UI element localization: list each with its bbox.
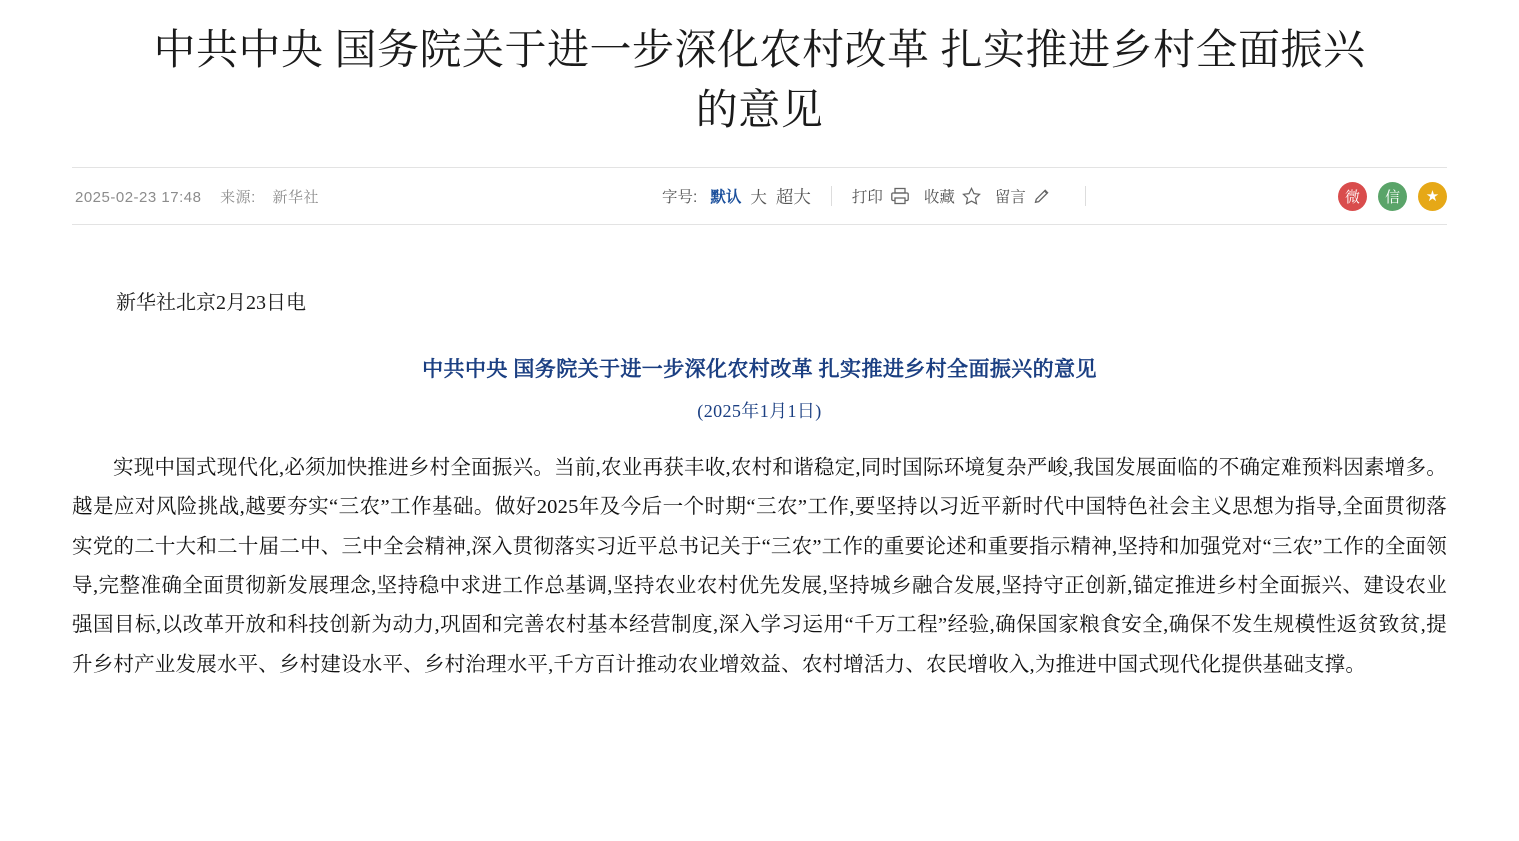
printer-icon [890, 187, 910, 205]
share-qzone-icon[interactable]: ★ [1418, 182, 1447, 211]
star-icon [962, 187, 981, 205]
print-button[interactable] [852, 185, 910, 207]
source-name: 新华社 [272, 188, 319, 206]
fontsize-option-default[interactable]: 默认 [710, 189, 742, 207]
document-title: 中共中央 国务院关于进一步深化农村改革 扎实推进乡村全面振兴的意见 [422, 357, 1097, 382]
page-title: 中共中央 国务院关于进一步深化农村改革 扎实推进乡村全面振兴的意见 [153, 28, 1366, 134]
publish-timestamp: 2025-02-23 17:48 [75, 188, 202, 206]
share-wechat-icon[interactable]: 信 [1378, 182, 1407, 211]
dispatch-line: 新华社北京2月23日电 [116, 292, 306, 315]
document-date: (2025年1月1日) [697, 400, 822, 421]
toolbar-divider-left [831, 186, 832, 206]
article-meta [72, 186, 319, 207]
comment-button[interactable] [995, 185, 1051, 207]
fontsize-option-large[interactable]: 大 [750, 189, 767, 208]
favorite-label: 收藏 [923, 189, 955, 207]
fontsize-label: 字号: [662, 189, 698, 207]
pencil-icon [1033, 187, 1051, 205]
article-toolbar [72, 167, 1447, 225]
share-weibo-icon[interactable]: 微 [1338, 182, 1367, 211]
favorite-button[interactable] [924, 185, 981, 207]
article-paragraph: 实现中国式现代化,必须加快推进乡村全面振兴。当前,农业再获丰收,农村和谐稳定,同时国际环境复杂严峻,我国发展面临的不确定难预料因素增多。越是应对风险挑战,越要夯实“三农”工作基础。做好2025年及今后一个时期“三农”工作,要坚持以习近平新时代中国特色社会主义思想为指导,全面贯彻落实党的二十大和二十届二中、三中全会精神,深入贯彻落实习近平总书记关于“三农”工作的重要论述和重要指示精神,坚持和加强党对“三农”工作的全面领导,完整准确全面贯彻新发展理念,坚持稳中求进工作总基调,坚持农业农村优先发展,坚持城乡融合发展,坚持守正创新,锚定推进乡村全面振兴、建设农业强国目标,以改革开放和科技创新为动力,巩固和完善农村基本经营制度,深入学习运用“千万工程”经验,确保国家粮食安全,确保不发生规模性返贫致贫,提升乡村产业发展水平、乡村建设水平、乡村治理水平,千方百计推动农业增效益、农村增活力、农民增收入,为推进中国式现代化提供基础支撑。 [72, 456, 1447, 676]
article-body [72, 225, 1447, 685]
print-label: 打印 [851, 189, 883, 207]
toolbar-controls [662, 184, 1106, 209]
source-label: 来源: [220, 188, 256, 206]
comment-label: 留言 [994, 189, 1026, 207]
fontsize-option-extra-large[interactable]: 超大 [775, 186, 811, 207]
share-buttons [1338, 182, 1447, 211]
toolbar-divider-right [1085, 186, 1086, 206]
